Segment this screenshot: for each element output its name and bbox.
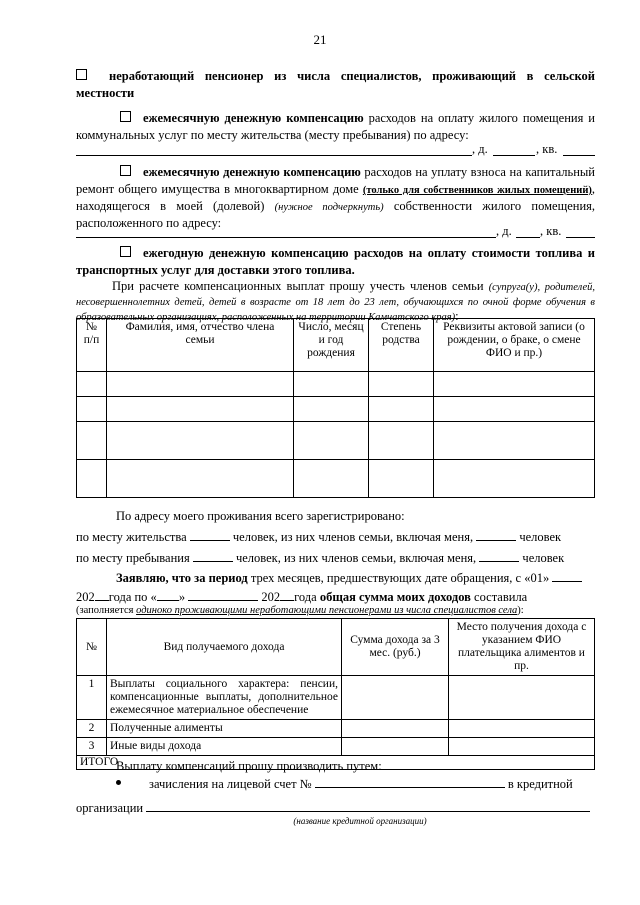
income-col-place: Место получения дохода с указанием ФИО плательщика алиментов и пр. [449, 619, 595, 676]
fuel-bold: ежегодную денежную компенсацию расходов на оплату стоимости топлива и транспортных услуг для доставки этого топлива. [76, 246, 595, 277]
payment-item: зачисления на лицевой счет № в кредитной [76, 776, 595, 793]
address-2-house: , д. [496, 224, 512, 238]
address-line-1[interactable] [76, 155, 472, 156]
col-record: Реквизиты актовой записи (о рождении, о браке, о смене ФИО и пр.) [434, 319, 595, 372]
declare-line-1: Заявляю, что за период трех месяцев, предшествующих дате обращения, с «01» [76, 570, 595, 587]
end-day-field[interactable] [157, 600, 179, 601]
registered-intro: По адресу моего проживания всего зарегистрировано: [116, 509, 405, 523]
address-1-apt: , кв. [536, 142, 558, 156]
stay-count-field[interactable] [193, 561, 233, 562]
repair-text-3: собственности жилого помещения, расположенного по адресу: [76, 199, 596, 230]
end-month-field[interactable] [188, 600, 258, 601]
table-row[interactable] [77, 397, 595, 422]
address-1-house-field[interactable] [493, 155, 535, 156]
table-row[interactable]: 1 Выплаты социального характера: пенсии, компенсационные выплаты, дополнительное ежемесячное материальное обеспечение [77, 676, 595, 720]
col-birth: Число, месяц и год рождения [294, 319, 369, 372]
family-intro-note: (супруга(у), родителей, несовершеннолетних детей, детей в возрасте от 18 лет до 23 лет, обучающихся по очной форме обучения в образовательных организациях, расположенных на территории Камчатского края) [76, 282, 595, 323]
bank-name-field[interactable] [146, 811, 590, 812]
income-col-kind: Вид получаемого дохода [107, 619, 342, 676]
section-fuel-compensation [76, 245, 595, 279]
residence-count-field[interactable] [190, 540, 230, 541]
registered-residence: по месту жительства человек, из них членов семьи, включая меня, человек [76, 530, 562, 544]
start-year-field[interactable] [95, 600, 109, 601]
table-row[interactable] [77, 372, 595, 397]
col-number: № п/п [77, 319, 107, 372]
end-year-field[interactable] [280, 600, 294, 601]
section-repair-compensation [76, 164, 595, 232]
table-row[interactable] [77, 460, 595, 498]
pensioner-text: неработающий пенсионер из числа специалистов, проживающий в сельской местности [76, 69, 595, 100]
declare-line-2: 202 года по « » 202 года общая сумма моих доходов составила [76, 590, 528, 604]
col-name: Фамилия, имя, отчество члена семьи [107, 319, 294, 372]
repair-text-1: расходов на уплату взноса на капитальный ремонт общего имущества в многоквартирном доме [76, 165, 595, 196]
address-2-house-field[interactable] [516, 237, 540, 238]
repair-owners-note: (только для собственников жилых помещений) [362, 185, 592, 196]
section-housing-compensation [76, 110, 595, 144]
declare-note: (заполняется одиноко проживающими неработающими пенсионерами из числа специалистов села): [76, 605, 524, 616]
housing-text: расходов на оплату жилого помещения и коммунальных услуг по месту жительства (месту пребывания) по адресу: [76, 111, 596, 142]
address-1-apt-field[interactable] [563, 155, 595, 156]
address-2-apt: , кв. [540, 224, 562, 238]
registered-stay: по месту пребывания человек, из них членов семьи, включая меня, человек [76, 551, 565, 565]
family-intro-text: При расчете компенсационных выплат прошу учесть членов семьи [112, 279, 489, 293]
residence-family-field[interactable] [476, 540, 516, 541]
section-pensioner [76, 68, 595, 102]
checkbox-repair[interactable] [120, 165, 131, 176]
payment-org: организации [76, 800, 595, 817]
checkbox-housing[interactable] [120, 111, 131, 122]
table-row-total[interactable]: ИТОГО [77, 756, 595, 770]
address-1-house: , д. [472, 142, 488, 156]
payment-intro: Выплату компенсаций прошу производить путем: [116, 759, 382, 773]
table-row[interactable]: 3 Иные виды дохода [77, 738, 595, 756]
repair-bold: ежемесячную денежную компенсацию [143, 165, 361, 179]
period-start-month-field[interactable] [552, 581, 582, 582]
family-intro: При расчете компенсационных выплат прошу учесть членов семьи (супруга(у), родителей, несовершеннолетних детей, детей в возрасте от 18 лет до 23 лет, обучающихся по очной форме обучения в образовательных организациях, расположенных на территории Камчатского края): [76, 279, 595, 323]
income-table-header [77, 619, 595, 676]
income-table [76, 618, 595, 770]
table-row[interactable]: 2 Полученные алименты [77, 720, 595, 738]
col-relation: Степень родства [369, 319, 434, 372]
table-row[interactable] [77, 422, 595, 460]
address-2-apt-field[interactable] [566, 237, 595, 238]
stay-family-field[interactable] [479, 561, 519, 562]
page-number: 21 [313, 32, 327, 47]
checkbox-pensioner[interactable] [76, 69, 87, 80]
address-line-2[interactable] [76, 237, 496, 238]
repair-text-2: , находящегося в моей (долевой) [76, 182, 595, 213]
housing-bold: ежемесячную денежную компенсацию [143, 111, 364, 125]
income-col-sum: Сумма дохода за 3 мес. (руб.) [342, 619, 449, 676]
family-table [76, 318, 595, 498]
checkbox-fuel[interactable] [120, 246, 131, 257]
income-col-number: № [77, 619, 107, 676]
family-table-header [77, 319, 595, 372]
bullet-icon [116, 780, 121, 785]
account-number-field[interactable] [315, 787, 505, 788]
repair-underline-note: (нужное подчеркнуть) [274, 202, 384, 213]
bank-name-note: (название кредитной организации) [293, 816, 427, 826]
